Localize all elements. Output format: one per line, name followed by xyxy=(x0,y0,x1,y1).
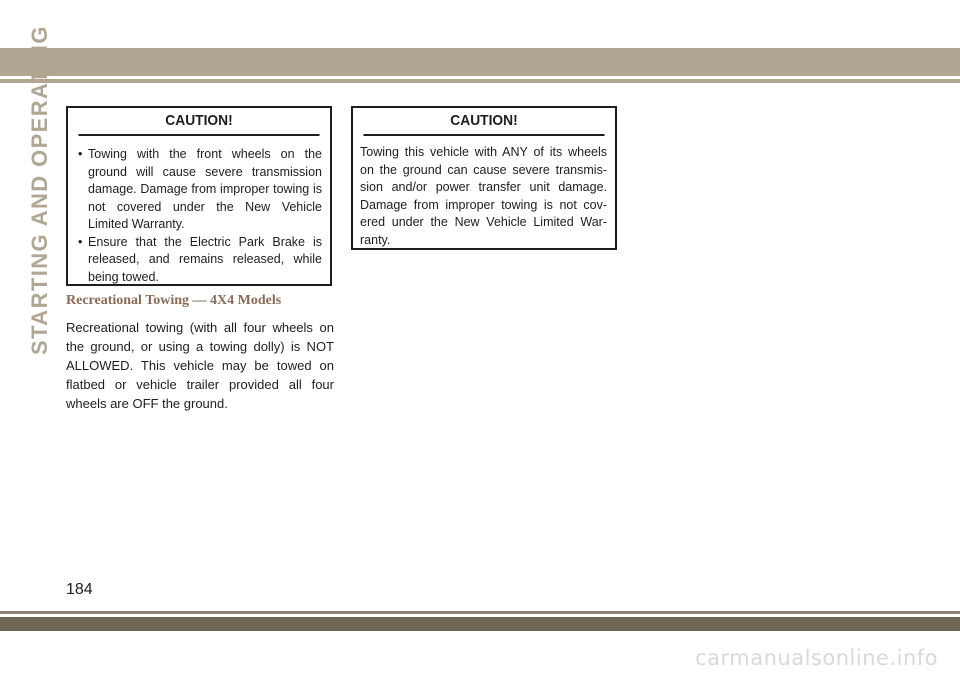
caution-bullet: • Towing with the front wheels on the ground will cause severe transmission damage. Damage from improper towing is not covered under the New Vehicle Limited Warranty. xyxy=(78,147,322,231)
caution-header: CAUTION! xyxy=(363,108,604,136)
header-band xyxy=(0,48,960,76)
section-heading: Recreational Towing — 4X4 Models xyxy=(66,293,282,308)
watermark-text: carmanualsonline.info xyxy=(695,646,938,670)
page-number: 184 xyxy=(66,581,93,598)
section-tab-label: STARTING AND OPERATING xyxy=(27,25,52,355)
bullet-dot-icon: • xyxy=(78,147,83,161)
caution-box-wheels xyxy=(351,106,617,250)
footer-band xyxy=(0,617,960,631)
footer-rule xyxy=(0,611,960,614)
header-rule xyxy=(0,79,960,83)
bullet-dot-icon: • xyxy=(78,234,83,249)
caution-body-text: Towing this vehicle with ANY of its wheels on the ground can cause severe transmission and/or power transfer unit damage. Damage from improper towing is not covered under the New Vehicle Limited Warranty. xyxy=(360,145,607,247)
caution-bullet: • Ensure that the Electric Park Brake is released, and remains released, while being towed. xyxy=(78,234,322,284)
caution-bullet-list xyxy=(68,136,330,286)
body-paragraph: Recreational towing (with all four wheels on the ground, or using a towing dolly) is NOT ALLOWED. This vehicle may be towed on flatbed or vehicle trailer provided all four wheels are OFF the ground. xyxy=(66,320,334,411)
caution-header: CAUTION! xyxy=(78,108,319,136)
caution-box-transmission xyxy=(66,106,332,286)
